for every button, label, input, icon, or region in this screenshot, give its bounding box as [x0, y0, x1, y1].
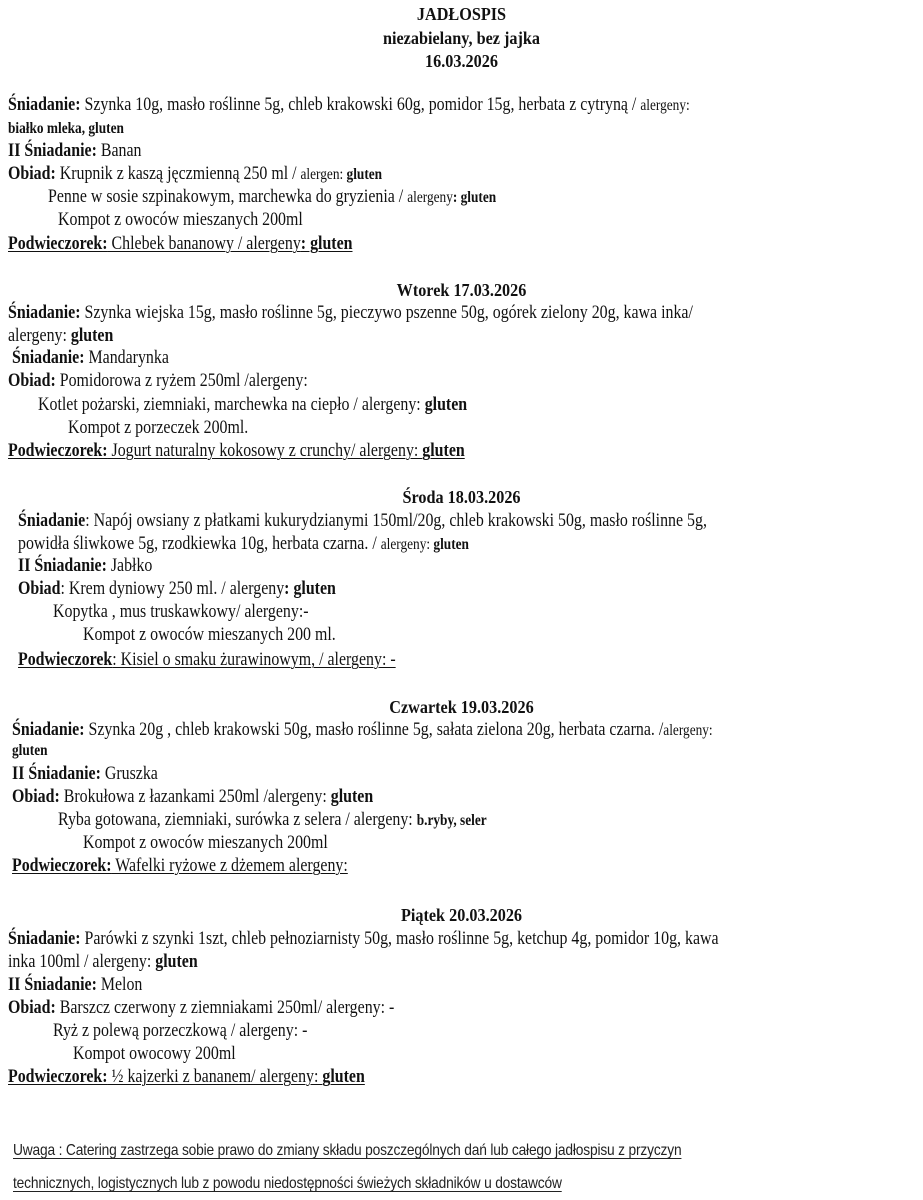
allergens-value: białko mleka, gluten — [8, 120, 124, 137]
allergens-value: : gluten — [452, 189, 497, 206]
lunch-line — [18, 578, 336, 600]
breakfast-line-cont — [8, 951, 198, 973]
meal-text: : Napój owsiany z płatkami kukurydzianymi 150ml/20g, chleb krakowski 50g, masło roślinne 5g, — [85, 511, 707, 531]
meal-label: Śniadanie: — [12, 720, 85, 740]
lunch-main-line: Ryż z polewą porzeczkową / alergeny: - — [53, 1021, 308, 1041]
lunch-drink-line: Kompot z owoców mieszanych 200 ml. — [83, 625, 336, 645]
menu-subtitle: niezabielany, bez jajka — [382, 28, 541, 48]
meal-text: Barszcz czerwony z ziemniakami 250ml/ alergeny: - — [55, 998, 395, 1018]
meal-label: Śniadanie: — [8, 303, 81, 323]
meal-text: Parówki z szynki 1szt, chleb pełnoziarnisty 50g, masło roślinne 5g, ketchup 4g, pomidor 10g, kawa — [80, 929, 719, 949]
allergens-value: gluten — [12, 742, 48, 759]
meal-text: Ryba gotowana, ziemniaki, surówka z selera / alergeny: — [58, 810, 417, 830]
meal-text: Gruszka — [100, 764, 158, 784]
meal-label: Obiad: — [12, 787, 60, 807]
breakfast-line — [8, 928, 719, 950]
allergens-label: alergeny — [407, 189, 453, 206]
allergens-value: gluten — [330, 787, 374, 807]
meal-text: Penne w sosie szpinakowym, marchewka do gryzienia / — [48, 187, 408, 207]
meal-text: Pomidorowa z ryżem 250ml /alergeny: — [55, 371, 308, 391]
allergens-value: gluten — [322, 1067, 365, 1087]
lunch-line — [12, 786, 373, 808]
allergens-label: alergeny: — [640, 97, 690, 114]
meal-text: Jogurt naturalny kokosowy z crunchy/ alergeny: — [107, 441, 423, 461]
lunch-line — [8, 997, 394, 1019]
meal-text: Mandarynka — [84, 348, 169, 368]
day-heading: Środa 18.03.2026 — [402, 487, 521, 507]
meal-text: : Krem dyniowy 250 ml. / alergeny — [60, 579, 285, 599]
second-breakfast-line — [8, 974, 142, 996]
lunch-main-line — [48, 186, 496, 209]
snack-line — [18, 649, 396, 671]
day-heading: Wtorek 17.03.2026 — [396, 280, 527, 300]
allergens-label: alergeny: — [663, 722, 713, 739]
lunch-drink-line: Kompot z owoców mieszanych 200ml — [58, 210, 303, 230]
meal-text: Brokułowa z łazankami 250ml /alergeny: — [59, 787, 331, 807]
breakfast-line — [12, 719, 713, 742]
second-breakfast-line — [12, 763, 158, 785]
second-breakfast-line — [8, 140, 142, 162]
meal-label: II Śniadanie: — [8, 141, 97, 161]
allergens-label: alergeny: — [8, 326, 71, 346]
allergens-value: gluten — [422, 441, 465, 461]
meal-text: Szynka wiejska 15g, masło roślinne 5g, pieczywo pszenne 50g, ogórek zielony 20g, kawa inka/ — [80, 303, 693, 323]
allergens-value: gluten — [346, 166, 383, 183]
lunch-drink-line: Kompot z owoców mieszanych 200ml — [83, 833, 328, 853]
second-breakfast-line — [18, 555, 152, 577]
allergens-value: gluten — [433, 536, 469, 553]
meal-label: Podwieczorek: — [8, 234, 108, 254]
day-heading: Czwartek 19.03.2026 — [389, 697, 534, 717]
lunch-main-line — [38, 394, 467, 416]
allergens-value: : gluten — [300, 234, 353, 254]
meal-label: Śniadanie: — [8, 95, 81, 115]
meal-label: Śniadanie: — [12, 348, 85, 368]
snack-line — [12, 855, 348, 877]
meal-text: Kotlet pożarski, ziemniaki, marchewka na ciepło / alergeny: — [38, 395, 425, 415]
meal-text: inka 100ml / alergeny: — [8, 952, 156, 972]
day-heading: Piątek 20.03.2026 — [400, 905, 523, 925]
allergens-value: gluten — [70, 326, 114, 346]
snack-line — [8, 233, 352, 255]
lunch-main-line: Kopytka , mus truskawkowy/ alergeny:- — [53, 602, 309, 622]
snack-line — [8, 1066, 365, 1088]
menu-title: JADŁOSPIS — [416, 4, 507, 24]
meal-label: II Śniadanie: — [8, 975, 97, 995]
snack-line — [8, 440, 465, 462]
meal-text: Chlebek bananowy / alergeny — [107, 234, 301, 254]
meal-text: : Kisiel o smaku żurawinowym, / alergeny: - — [112, 650, 396, 670]
breakfast-line — [8, 94, 690, 117]
meal-label: Obiad: — [8, 998, 56, 1018]
breakfast-line-cont — [18, 533, 469, 556]
note-line-1: Uwaga : Catering zastrzega sobie prawo do zmiany składu poszczególnych dań lub całego jadłospisu z przyczyn — [13, 1142, 682, 1159]
allergens-value: gluten — [155, 952, 198, 972]
allergens-line — [8, 325, 113, 347]
meal-text: ½ kajzerki z bananem/ alergeny: — [107, 1067, 323, 1087]
meal-text: Jabłko — [106, 556, 153, 576]
meal-label: Podwieczorek: — [8, 1067, 108, 1087]
menu-date: 16.03.2026 — [425, 51, 498, 71]
meal-text: Szynka 10g, masło roślinne 5g, chleb krakowski 60g, pomidor 15g, herbata z cytryną / — [80, 95, 641, 115]
meal-text: Banan — [96, 141, 142, 161]
meal-label: Śniadanie — [18, 511, 86, 531]
lunch-drink-line: Kompot z porzeczek 200ml. — [68, 418, 249, 438]
meal-text: Szynka 20g , chleb krakowski 50g, masło roślinne 5g, sałata zielona 20g, herbata czarna. / — [84, 720, 664, 740]
meal-text: Melon — [96, 975, 143, 995]
meal-label: Podwieczorek — [18, 650, 113, 670]
lunch-main-line — [58, 809, 487, 832]
lunch-line — [8, 163, 382, 186]
meal-text: powidła śliwkowe 5g, rzodkiewka 10g, herbata czarna. / — [18, 534, 381, 554]
allergens-label: alergen: — [300, 166, 347, 183]
second-breakfast-line — [12, 347, 169, 369]
allergens-value: gluten — [424, 395, 468, 415]
allergens-value: b.ryby, seler — [416, 812, 487, 829]
note-line-2: technicznych, logistycznych lub z powodu niedostępności świeżych składników u dostawców — [13, 1175, 562, 1192]
breakfast-line — [18, 510, 707, 532]
meal-label: Obiad: — [8, 164, 56, 184]
meal-label: II Śniadanie: — [12, 764, 101, 784]
meal-label: Podwieczorek: — [8, 441, 108, 461]
meal-label: II Śniadanie: — [18, 556, 107, 576]
meal-label: Obiad — [18, 579, 61, 599]
allergens-value: : gluten — [284, 579, 336, 599]
lunch-drink-line: Kompot owocowy 200ml — [73, 1044, 236, 1064]
lunch-line — [8, 370, 308, 392]
meal-label: Podwieczorek: — [12, 856, 112, 876]
meal-text: Wafelki ryżowe z dżemem alergeny: — [111, 856, 348, 876]
breakfast-line — [8, 302, 693, 324]
meal-label: Śniadanie: — [8, 929, 81, 949]
meal-label: Obiad: — [8, 371, 56, 391]
allergens-label: alergeny: — [380, 536, 434, 553]
meal-text: Krupnik z kaszą jęczmienną 250 ml / — [55, 164, 301, 184]
